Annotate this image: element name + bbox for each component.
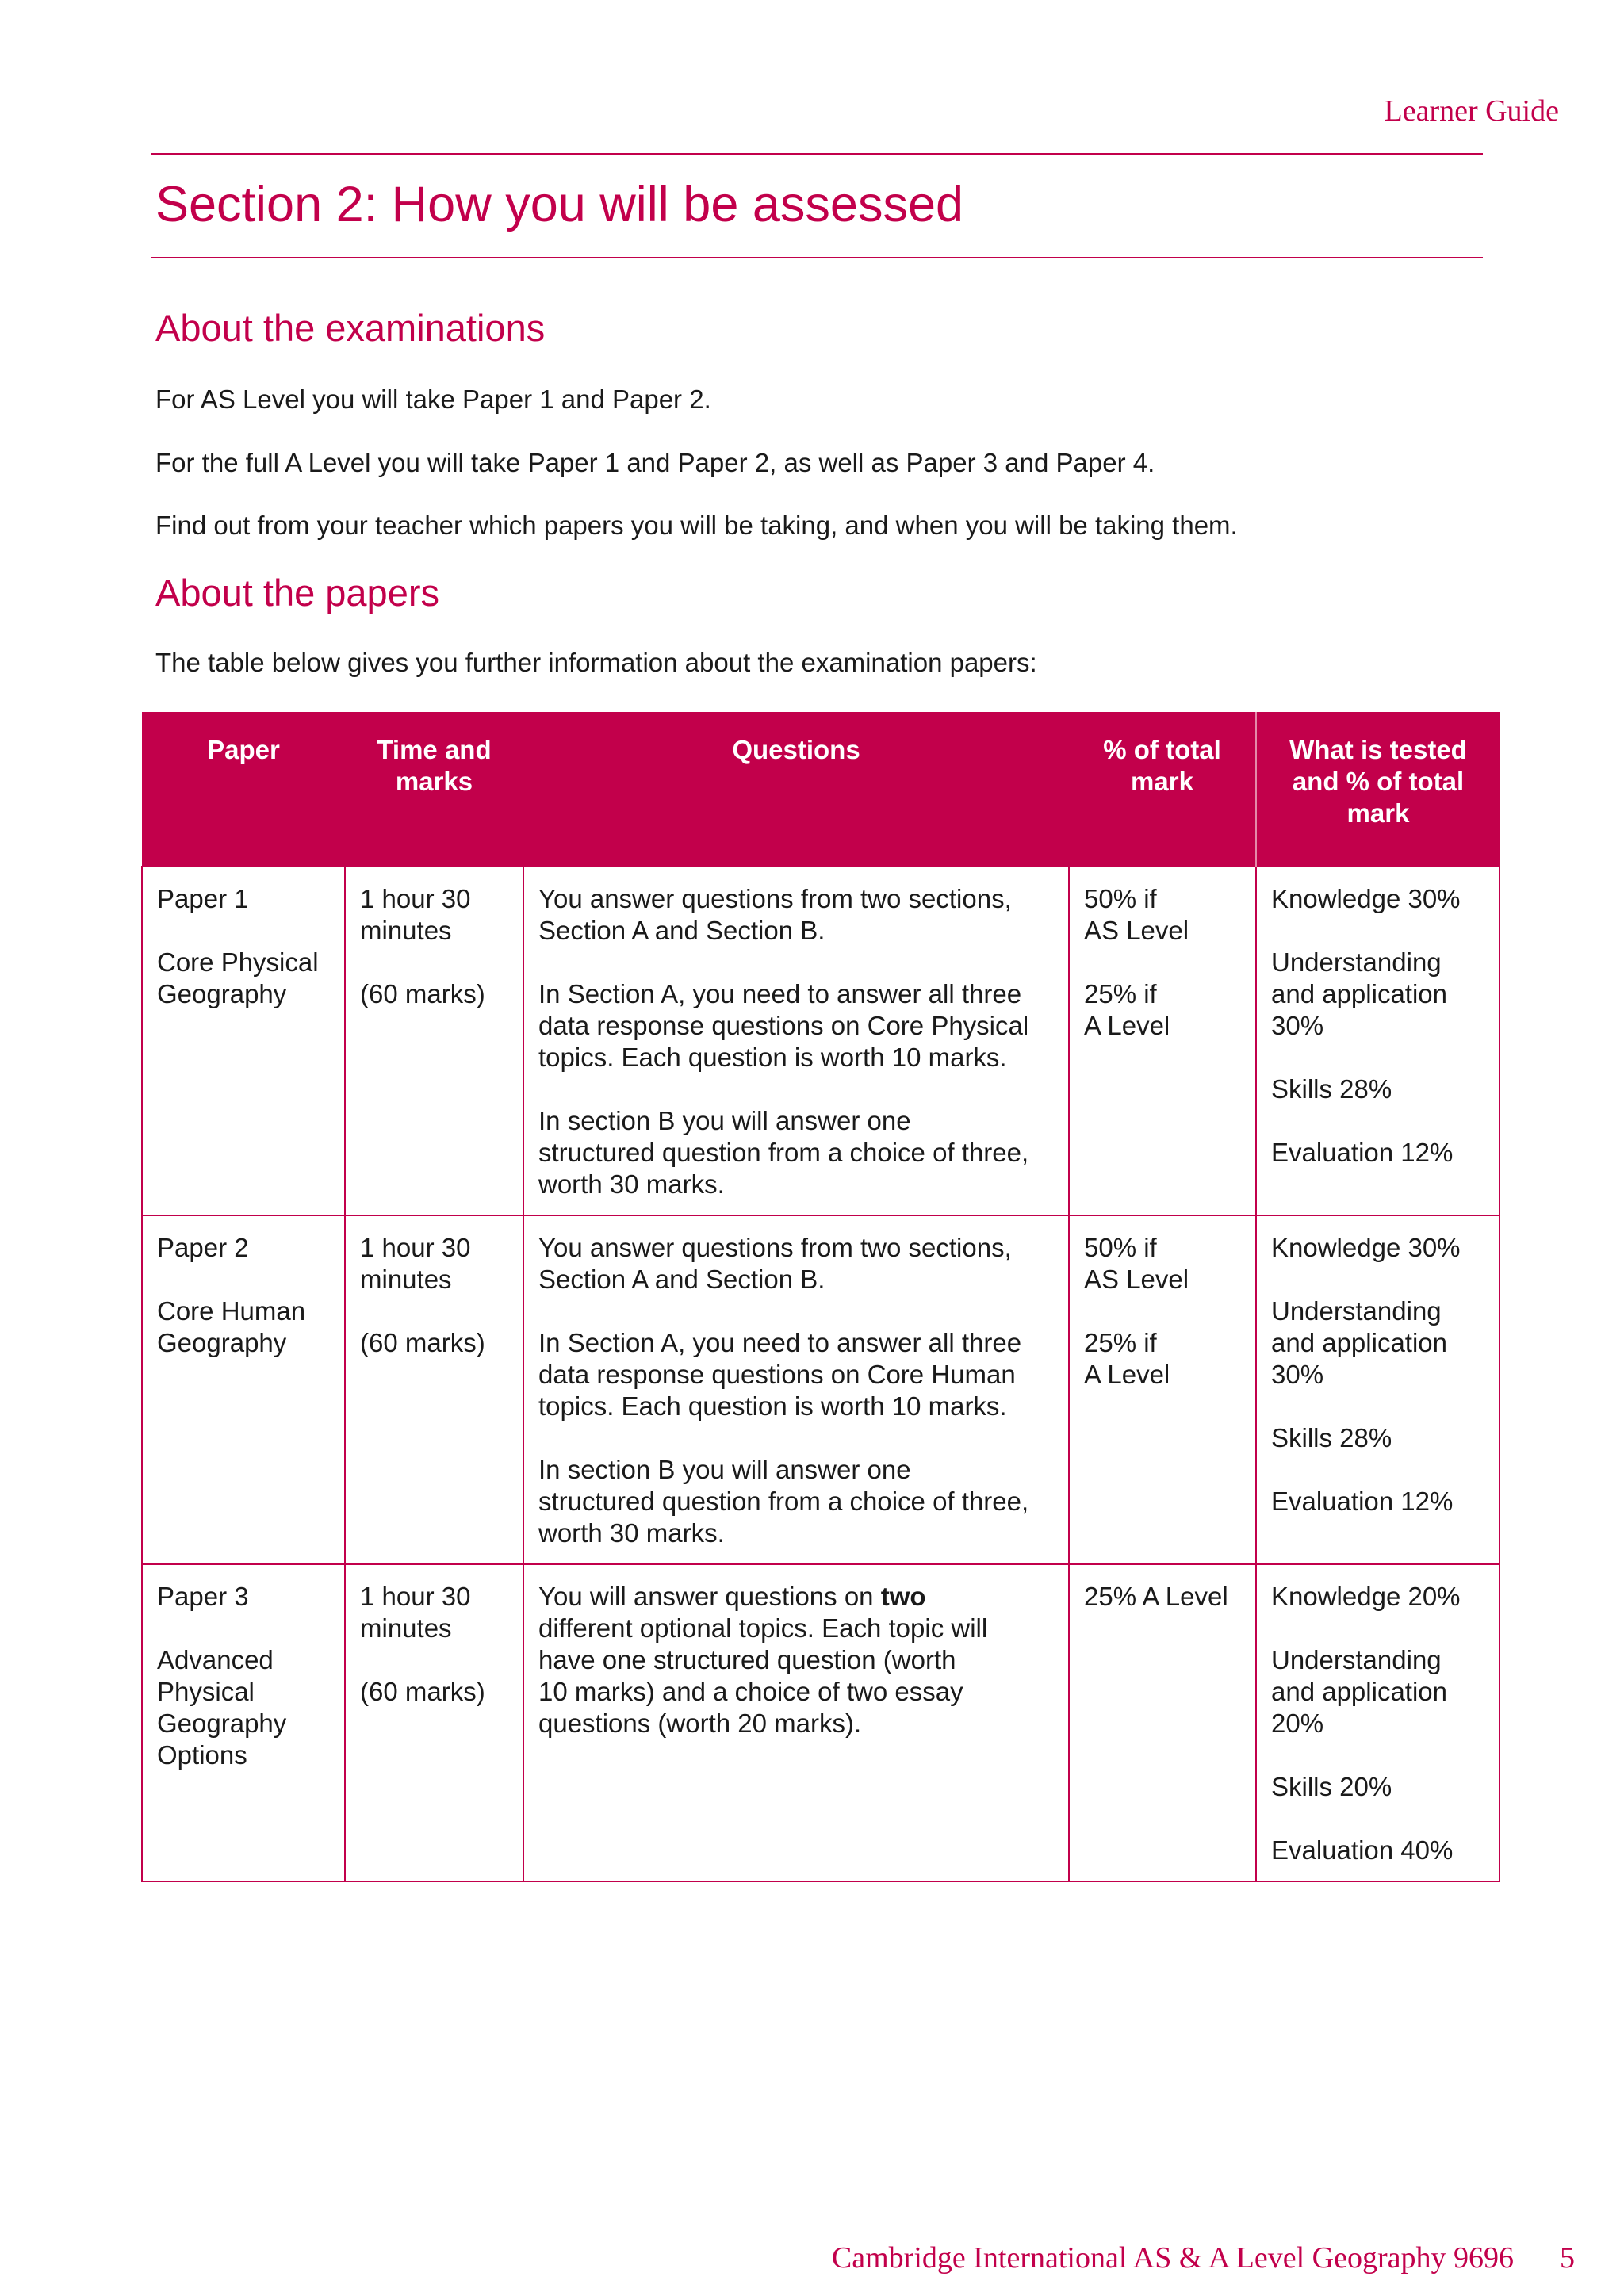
question-line: data response questions on Core Physical bbox=[538, 1011, 1029, 1040]
question-text: You will answer questions on bbox=[538, 1582, 881, 1611]
percent-line: A Level bbox=[1084, 1011, 1170, 1040]
header-questions-text: Questions bbox=[732, 735, 860, 764]
tested-understanding-line: 20% bbox=[1271, 1709, 1324, 1738]
time-cell bbox=[345, 867, 523, 1215]
table-header-row bbox=[142, 712, 1500, 867]
tested-understanding-line: and application bbox=[1271, 1328, 1448, 1357]
header-percent-line-1: % of total bbox=[1103, 735, 1221, 764]
percent-line: AS Level bbox=[1084, 1265, 1189, 1294]
paper-number: Paper 3 bbox=[157, 1582, 249, 1611]
question-line: topics. Each question is worth 10 marks. bbox=[538, 1043, 1007, 1072]
table-row bbox=[142, 867, 1500, 1215]
header-time-line-2: marks bbox=[395, 767, 473, 796]
question-line: In section B you will answer one bbox=[538, 1455, 911, 1484]
percent-line: AS Level bbox=[1084, 916, 1189, 945]
questions-cell bbox=[523, 1215, 1069, 1564]
question-line: In Section A, you need to answer all three bbox=[538, 979, 1022, 1008]
time-line: minutes bbox=[360, 916, 452, 945]
header-divider bbox=[151, 153, 1483, 155]
question-line: You answer questions from two sections, bbox=[538, 884, 1012, 913]
tested-evaluation: Evaluation 40% bbox=[1271, 1835, 1454, 1865]
tested-evaluation: Evaluation 12% bbox=[1271, 1138, 1454, 1167]
header-paper-text: Paper bbox=[207, 735, 280, 764]
paper-name-line: Core Physical bbox=[157, 947, 319, 977]
question-emphasis: two bbox=[880, 1582, 926, 1611]
header-tested-line-1: What is tested bbox=[1289, 735, 1467, 764]
tested-understanding-line: Understanding bbox=[1271, 947, 1442, 977]
tested-skills: Skills 20% bbox=[1271, 1772, 1392, 1801]
paper-cell bbox=[142, 867, 345, 1215]
paper-name-line: Geography bbox=[157, 979, 287, 1008]
header-time-line-1: Time and bbox=[377, 735, 492, 764]
section-title: Section 2: How you will be assessed bbox=[155, 177, 964, 232]
papers-table bbox=[141, 712, 1500, 1882]
percent-cell bbox=[1069, 1215, 1256, 1564]
time-line: minutes bbox=[360, 1265, 452, 1294]
marks-text: (60 marks) bbox=[360, 979, 485, 1008]
question-line: Section A and Section B. bbox=[538, 1265, 825, 1294]
question-line bbox=[538, 1581, 1054, 1613]
time-cell bbox=[345, 1564, 523, 1881]
paper-name-line: Physical bbox=[157, 1677, 255, 1706]
percent-line: 50% if bbox=[1084, 884, 1157, 913]
tested-cell bbox=[1256, 1215, 1500, 1564]
tested-understanding-line: and application bbox=[1271, 1677, 1448, 1706]
question-line: worth 30 marks. bbox=[538, 1169, 725, 1199]
time-cell bbox=[345, 1215, 523, 1564]
percent-line: 25% A Level bbox=[1084, 1582, 1228, 1611]
exams-paragraph-3: Find out from your teacher which papers you will be taking, and when you will be taking them. bbox=[155, 511, 1238, 540]
question-line: have one structured question (worth bbox=[538, 1645, 956, 1674]
paper-name-line: Options bbox=[157, 1740, 247, 1770]
questions-cell bbox=[523, 867, 1069, 1215]
question-line: worth 30 marks. bbox=[538, 1518, 725, 1548]
tested-understanding-line: 30% bbox=[1271, 1360, 1324, 1389]
tested-knowledge: Knowledge 30% bbox=[1271, 1233, 1461, 1262]
footer bbox=[832, 2241, 1575, 2275]
paper-name-line: Geography bbox=[157, 1709, 287, 1738]
question-line: questions (worth 20 marks). bbox=[538, 1709, 862, 1738]
percent-cell bbox=[1069, 1564, 1256, 1881]
question-line: In Section A, you need to answer all three bbox=[538, 1328, 1022, 1357]
papers-heading: About the papers bbox=[155, 572, 439, 614]
tested-skills: Skills 28% bbox=[1271, 1074, 1392, 1104]
paper-cell bbox=[142, 1564, 345, 1881]
paper-number: Paper 1 bbox=[157, 884, 249, 913]
question-line: data response questions on Core Human bbox=[538, 1360, 1016, 1389]
percent-line: 50% if bbox=[1084, 1233, 1157, 1262]
tested-understanding-line: Understanding bbox=[1271, 1645, 1442, 1674]
percent-line: 25% if bbox=[1084, 979, 1157, 1008]
question-line: 10 marks) and a choice of two essay bbox=[538, 1677, 963, 1706]
tested-understanding-line: Understanding bbox=[1271, 1296, 1442, 1326]
tested-understanding-line: 30% bbox=[1271, 1011, 1324, 1040]
question-line: Section A and Section B. bbox=[538, 916, 825, 945]
table-row bbox=[142, 1215, 1500, 1564]
time-line: minutes bbox=[360, 1613, 452, 1643]
time-line: 1 hour 30 bbox=[360, 1582, 471, 1611]
header-percent-line-2: mark bbox=[1131, 767, 1193, 796]
paper-name-line: Advanced bbox=[157, 1645, 274, 1674]
tested-understanding-line: and application bbox=[1271, 979, 1448, 1008]
papers-intro: The table below gives you further information about the examination papers: bbox=[155, 648, 1037, 677]
paper-name-line: Geography bbox=[157, 1328, 287, 1357]
header-time bbox=[345, 712, 523, 867]
header-paper bbox=[142, 712, 345, 867]
exams-paragraph-1: For AS Level you will take Paper 1 and Paper 2. bbox=[155, 385, 711, 414]
header-tested-line-3: mark bbox=[1346, 798, 1410, 828]
marks-text: (60 marks) bbox=[360, 1328, 485, 1357]
time-line: 1 hour 30 bbox=[360, 884, 471, 913]
marks-text: (60 marks) bbox=[360, 1677, 485, 1706]
question-line: You answer questions from two sections, bbox=[538, 1233, 1012, 1262]
page-number: 5 bbox=[1560, 2241, 1575, 2275]
table-row bbox=[142, 1564, 1500, 1881]
tested-skills: Skills 28% bbox=[1271, 1423, 1392, 1452]
percent-cell bbox=[1069, 867, 1256, 1215]
exams-paragraph-2: For the full A Level you will take Paper 1 and Paper 2, as well as Paper 3 and Paper 4. bbox=[155, 448, 1155, 477]
exams-heading: About the examinations bbox=[155, 307, 546, 349]
paper-name-line: Core Human bbox=[157, 1296, 306, 1326]
header-tested-line-2: and % of total bbox=[1292, 767, 1465, 796]
question-line: different optional topics. Each topic will bbox=[538, 1613, 988, 1643]
title-divider bbox=[151, 257, 1483, 258]
tested-cell bbox=[1256, 1564, 1500, 1881]
question-line: structured question from a choice of three, bbox=[538, 1138, 1029, 1167]
header-percent bbox=[1069, 712, 1256, 867]
tested-knowledge: Knowledge 20% bbox=[1271, 1582, 1461, 1611]
footer-title: Cambridge International AS & A Level Geography 9696 bbox=[831, 2241, 1514, 2275]
question-line: topics. Each question is worth 10 marks. bbox=[538, 1391, 1007, 1421]
question-line: In section B you will answer one bbox=[538, 1106, 911, 1135]
tested-knowledge: Knowledge 30% bbox=[1271, 884, 1461, 913]
time-line: 1 hour 30 bbox=[360, 1233, 471, 1262]
paper-cell bbox=[142, 1215, 345, 1564]
percent-line: A Level bbox=[1084, 1360, 1170, 1389]
paper-number: Paper 2 bbox=[157, 1233, 249, 1262]
tested-cell bbox=[1256, 867, 1500, 1215]
tested-evaluation: Evaluation 12% bbox=[1271, 1487, 1454, 1516]
header-label: Learner Guide bbox=[1384, 94, 1559, 128]
header-tested bbox=[1256, 712, 1500, 867]
questions-cell bbox=[523, 1564, 1069, 1881]
header-questions bbox=[523, 712, 1069, 867]
percent-line: 25% if bbox=[1084, 1328, 1157, 1357]
question-line: structured question from a choice of three, bbox=[538, 1487, 1029, 1516]
